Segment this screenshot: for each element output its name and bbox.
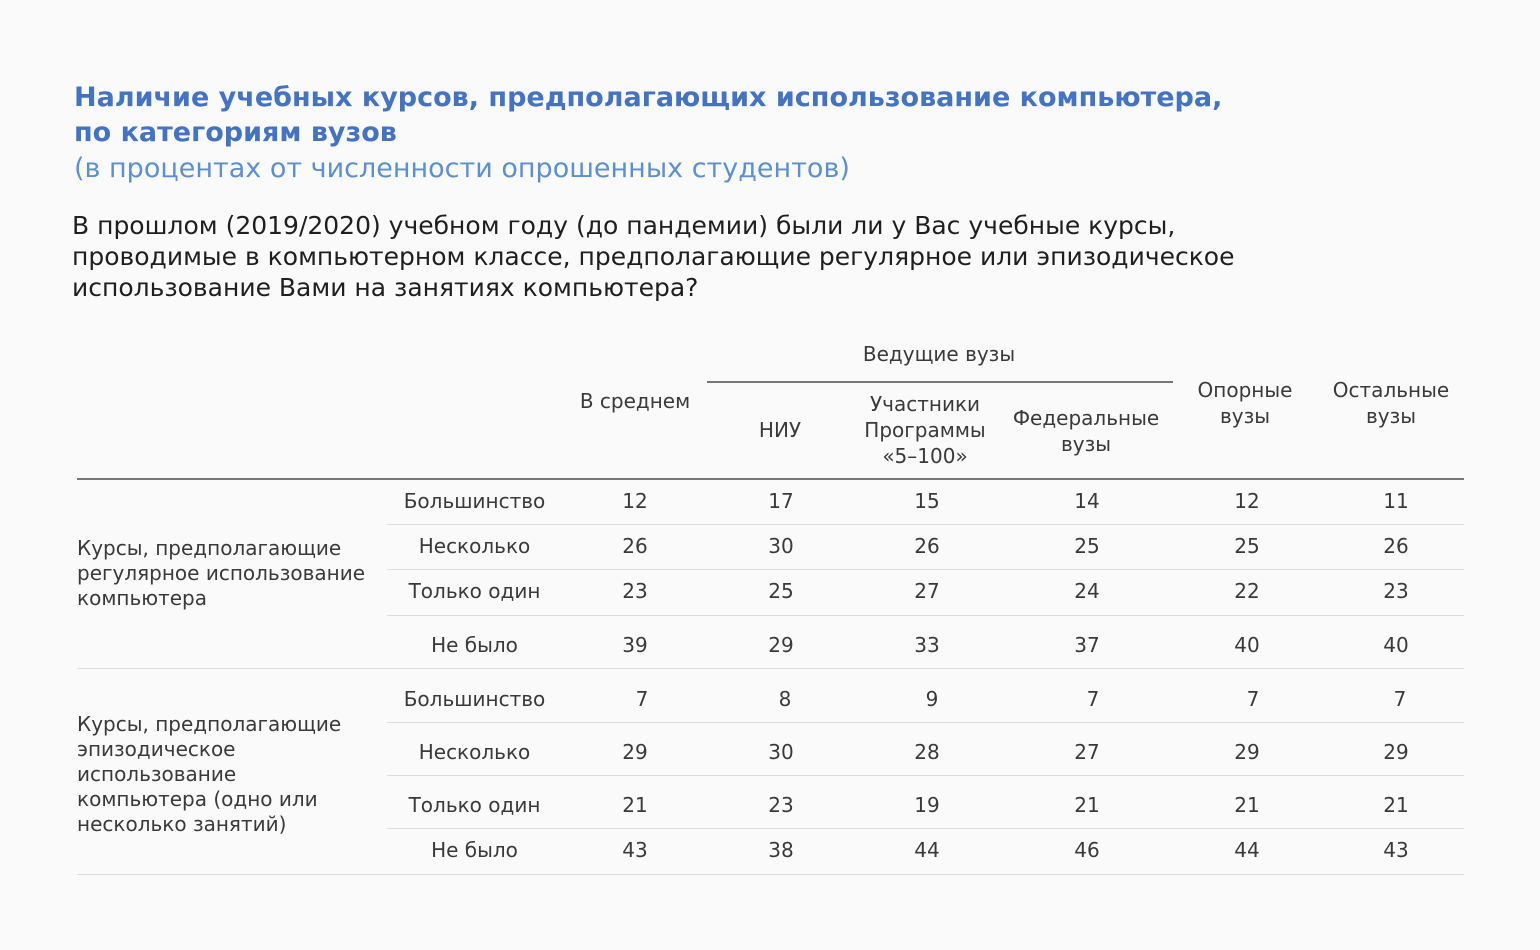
table-row — [387, 488, 1464, 514]
header-leading-universities: Ведущие вузы — [862, 342, 1016, 366]
cell-niu: 30 — [768, 534, 794, 558]
header-support-line-2: вузы — [1219, 404, 1271, 428]
cell-program: 15 — [914, 489, 940, 513]
header-program-line-3: «5–100» — [882, 444, 968, 468]
cell-program: 26 — [914, 534, 940, 558]
question-line-1: В прошлом (2019/2020) учебном году (до пандемии) были ли у Вас учебные курсы, — [72, 211, 1176, 240]
header-program-line-1: Участники — [869, 392, 981, 416]
cell-federal: 27 — [1074, 740, 1100, 764]
cell-federal: 7 — [1086, 687, 1100, 711]
question-line-2: проводимые в компьютерном классе, предполагающие регулярное или эпизодическое — [72, 242, 1235, 271]
table-bottom-rule — [77, 874, 1464, 875]
cell-other: 11 — [1383, 489, 1409, 513]
header-other-line-2: вузы — [1365, 404, 1417, 428]
cell-program: 33 — [914, 633, 940, 657]
cell-federal: 21 — [1074, 793, 1100, 817]
cell-other: 40 — [1383, 633, 1409, 657]
table-row — [387, 792, 1464, 818]
cell-federal: 37 — [1074, 633, 1100, 657]
cell-support: 44 — [1234, 838, 1260, 862]
cell-federal: 24 — [1074, 579, 1100, 603]
group-label-line: регулярное использование — [77, 561, 365, 585]
row-category: Большинство — [403, 489, 546, 513]
cell-support: 40 — [1234, 633, 1260, 657]
table-row — [387, 533, 1464, 559]
cell-federal: 25 — [1074, 534, 1100, 558]
header-program-5-100 — [850, 391, 1000, 469]
header-other — [1320, 377, 1462, 429]
row-category: Не было — [431, 838, 518, 862]
group-label-line: Курсы, предполагающие — [77, 536, 342, 560]
cell-niu: 8 — [778, 687, 792, 711]
cell-average: 23 — [622, 579, 648, 603]
cell-other: 21 — [1383, 793, 1409, 817]
cell-federal: 14 — [1074, 489, 1100, 513]
question-line-3: использование Вами на занятиях компьютера? — [72, 273, 699, 302]
cell-support: 29 — [1234, 740, 1260, 764]
page-title — [74, 80, 1374, 150]
cell-average: 7 — [635, 687, 649, 711]
group-label-line: Курсы, предполагающие — [77, 712, 342, 736]
table-row — [387, 578, 1464, 604]
cell-average: 21 — [622, 793, 648, 817]
cell-niu: 30 — [768, 740, 794, 764]
cell-other: 23 — [1383, 579, 1409, 603]
group-label-line: компьютера — [77, 586, 208, 610]
header-federal — [1005, 405, 1167, 457]
group-label-line: эпизодическое — [77, 737, 236, 761]
cell-federal: 46 — [1074, 838, 1100, 862]
group-label-episodic — [77, 712, 387, 837]
row-divider — [387, 722, 1464, 723]
cell-program: 28 — [914, 740, 940, 764]
title-line-1: Наличие учебных курсов, предполагающих использование компьютера, — [74, 82, 1223, 113]
row-category: Не было — [431, 633, 518, 657]
cell-program: 19 — [914, 793, 940, 817]
cell-average: 39 — [622, 633, 648, 657]
row-divider — [387, 615, 1464, 616]
cell-niu: 25 — [768, 579, 794, 603]
header-federal-line-1: Федеральные — [1012, 406, 1160, 430]
row-category: Только один — [408, 579, 541, 603]
cell-average: 26 — [622, 534, 648, 558]
row-category: Только один — [408, 793, 541, 817]
survey-question — [72, 210, 1372, 303]
row-divider — [387, 569, 1464, 570]
cell-average: 43 — [622, 838, 648, 862]
header-group-rule — [707, 381, 1173, 383]
header-niu: НИУ — [758, 418, 802, 442]
table-row — [387, 632, 1464, 658]
table-row — [387, 686, 1464, 712]
header-other-line-1: Остальные — [1332, 378, 1450, 402]
header-average: В среднем — [579, 389, 691, 413]
cell-support: 22 — [1234, 579, 1260, 603]
cell-support: 21 — [1234, 793, 1260, 817]
group-label-regular — [77, 536, 387, 611]
header-federal-line-2: вузы — [1060, 432, 1112, 456]
cell-other: 26 — [1383, 534, 1409, 558]
row-category: Несколько — [418, 740, 531, 764]
row-divider — [387, 828, 1464, 829]
title-line-2: по категориям вузов — [74, 117, 397, 148]
cell-other: 29 — [1383, 740, 1409, 764]
row-category: Несколько — [418, 534, 531, 558]
cell-support: 7 — [1246, 687, 1260, 711]
header-support — [1180, 377, 1310, 429]
cell-niu: 23 — [768, 793, 794, 817]
header-program-line-2: Программы — [864, 418, 986, 442]
row-divider — [387, 524, 1464, 525]
table-row — [387, 837, 1464, 863]
cell-niu: 29 — [768, 633, 794, 657]
cell-other: 7 — [1393, 687, 1407, 711]
group-divider — [77, 668, 1464, 669]
cell-other: 43 — [1383, 838, 1409, 862]
cell-niu: 38 — [768, 838, 794, 862]
cell-program: 27 — [914, 579, 940, 603]
cell-program: 44 — [914, 838, 940, 862]
group-label-line: несколько занятий) — [77, 812, 287, 836]
group-label-line: использование — [77, 762, 237, 786]
cell-support: 12 — [1234, 489, 1260, 513]
row-divider — [387, 775, 1464, 776]
cell-niu: 17 — [768, 489, 794, 513]
group-label-line: компьютера (одно или — [77, 787, 318, 811]
page-subtitle: (в процентах от численности опрошенных студентов) — [74, 153, 850, 184]
table-row — [387, 739, 1464, 765]
cell-average: 29 — [622, 740, 648, 764]
cell-average: 12 — [622, 489, 648, 513]
header-support-line-1: Опорные — [1197, 378, 1293, 402]
header-bottom-rule — [77, 478, 1464, 480]
cell-support: 25 — [1234, 534, 1260, 558]
row-category: Большинство — [403, 687, 546, 711]
cell-program: 9 — [925, 687, 939, 711]
